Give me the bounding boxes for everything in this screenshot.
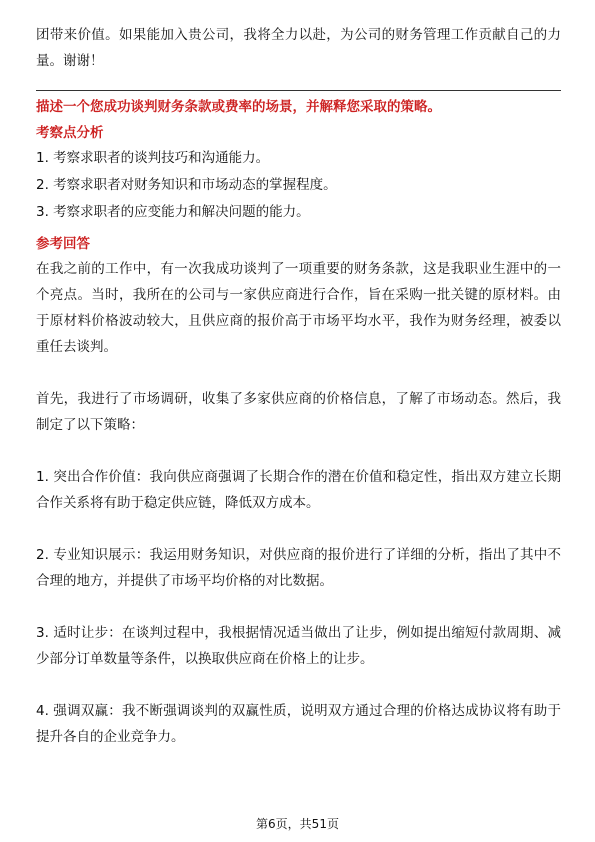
analysis-item: 1. 考察求职者的谈判技巧和沟通能力。 xyxy=(36,150,270,166)
paragraph-gap xyxy=(36,594,561,620)
answer-paragraph: 在我之前的工作中，有一次我成功谈判了一项重要的财务条款，这是我职业生涯中的一个亮点。当时，我所在的公司与一家供应商进行合作，旨在采购一批关键的原材料。由于原材料价格波动较大，且供应商的报价高于市场平均水平，我作为财务经理，被委以重任去谈判。 xyxy=(36,261,561,355)
answer-paragraph: 首先，我进行了市场调研，收集了多家供应商的价格信息，了解了市场动态。然后，我制定了以下策略： xyxy=(36,391,561,433)
analysis-heading: 考察点分析 xyxy=(36,125,104,141)
paragraph-gap xyxy=(36,516,561,542)
document-page xyxy=(36,22,561,750)
section-divider xyxy=(36,90,561,91)
analysis-item: 2. 考察求职者对财务知识和市场动态的掌握程度。 xyxy=(36,177,337,193)
intro-tail-paragraph: 团带来价值。如果能加入贵公司，我将全力以赴，为公司的财务管理工作贡献自己的力量。谢谢！ xyxy=(36,27,561,69)
strategy-item: 2. 专业知识展示：我运用财务知识，对供应商的报价进行了详细的分析，指出了其中不合理的地方，并提供了市场平均价格的对比数据。 xyxy=(36,547,561,589)
analysis-item: 3. 考察求职者的应变能力和解决问题的能力。 xyxy=(36,204,310,220)
paragraph-gap xyxy=(36,438,561,464)
paragraph-gap xyxy=(36,360,561,386)
question-title: 描述一个您成功谈判财务条款或费率的场景，并解释您采取的策略。 xyxy=(36,99,441,115)
strategy-item: 1. 突出合作价值：我向供应商强调了长期合作的潜在价值和稳定性，指出双方建立长期合作关系将有助于稳定供应链，降低双方成本。 xyxy=(36,469,561,511)
strategy-item: 4. 强调双赢：我不断强调谈判的双赢性质，说明双方通过合理的价格达成协议将有助于提升各自的企业竞争力。 xyxy=(36,703,561,745)
page-number: 第6页，共51页 xyxy=(256,817,339,831)
answer-heading: 参考回答 xyxy=(36,236,90,252)
paragraph-gap xyxy=(36,672,561,698)
strategy-item: 3. 适时让步：在谈判过程中，我根据情况适当做出了让步，例如提出缩短付款周期、减少部分订单数量等条件，以换取供应商在价格上的让步。 xyxy=(36,625,561,667)
